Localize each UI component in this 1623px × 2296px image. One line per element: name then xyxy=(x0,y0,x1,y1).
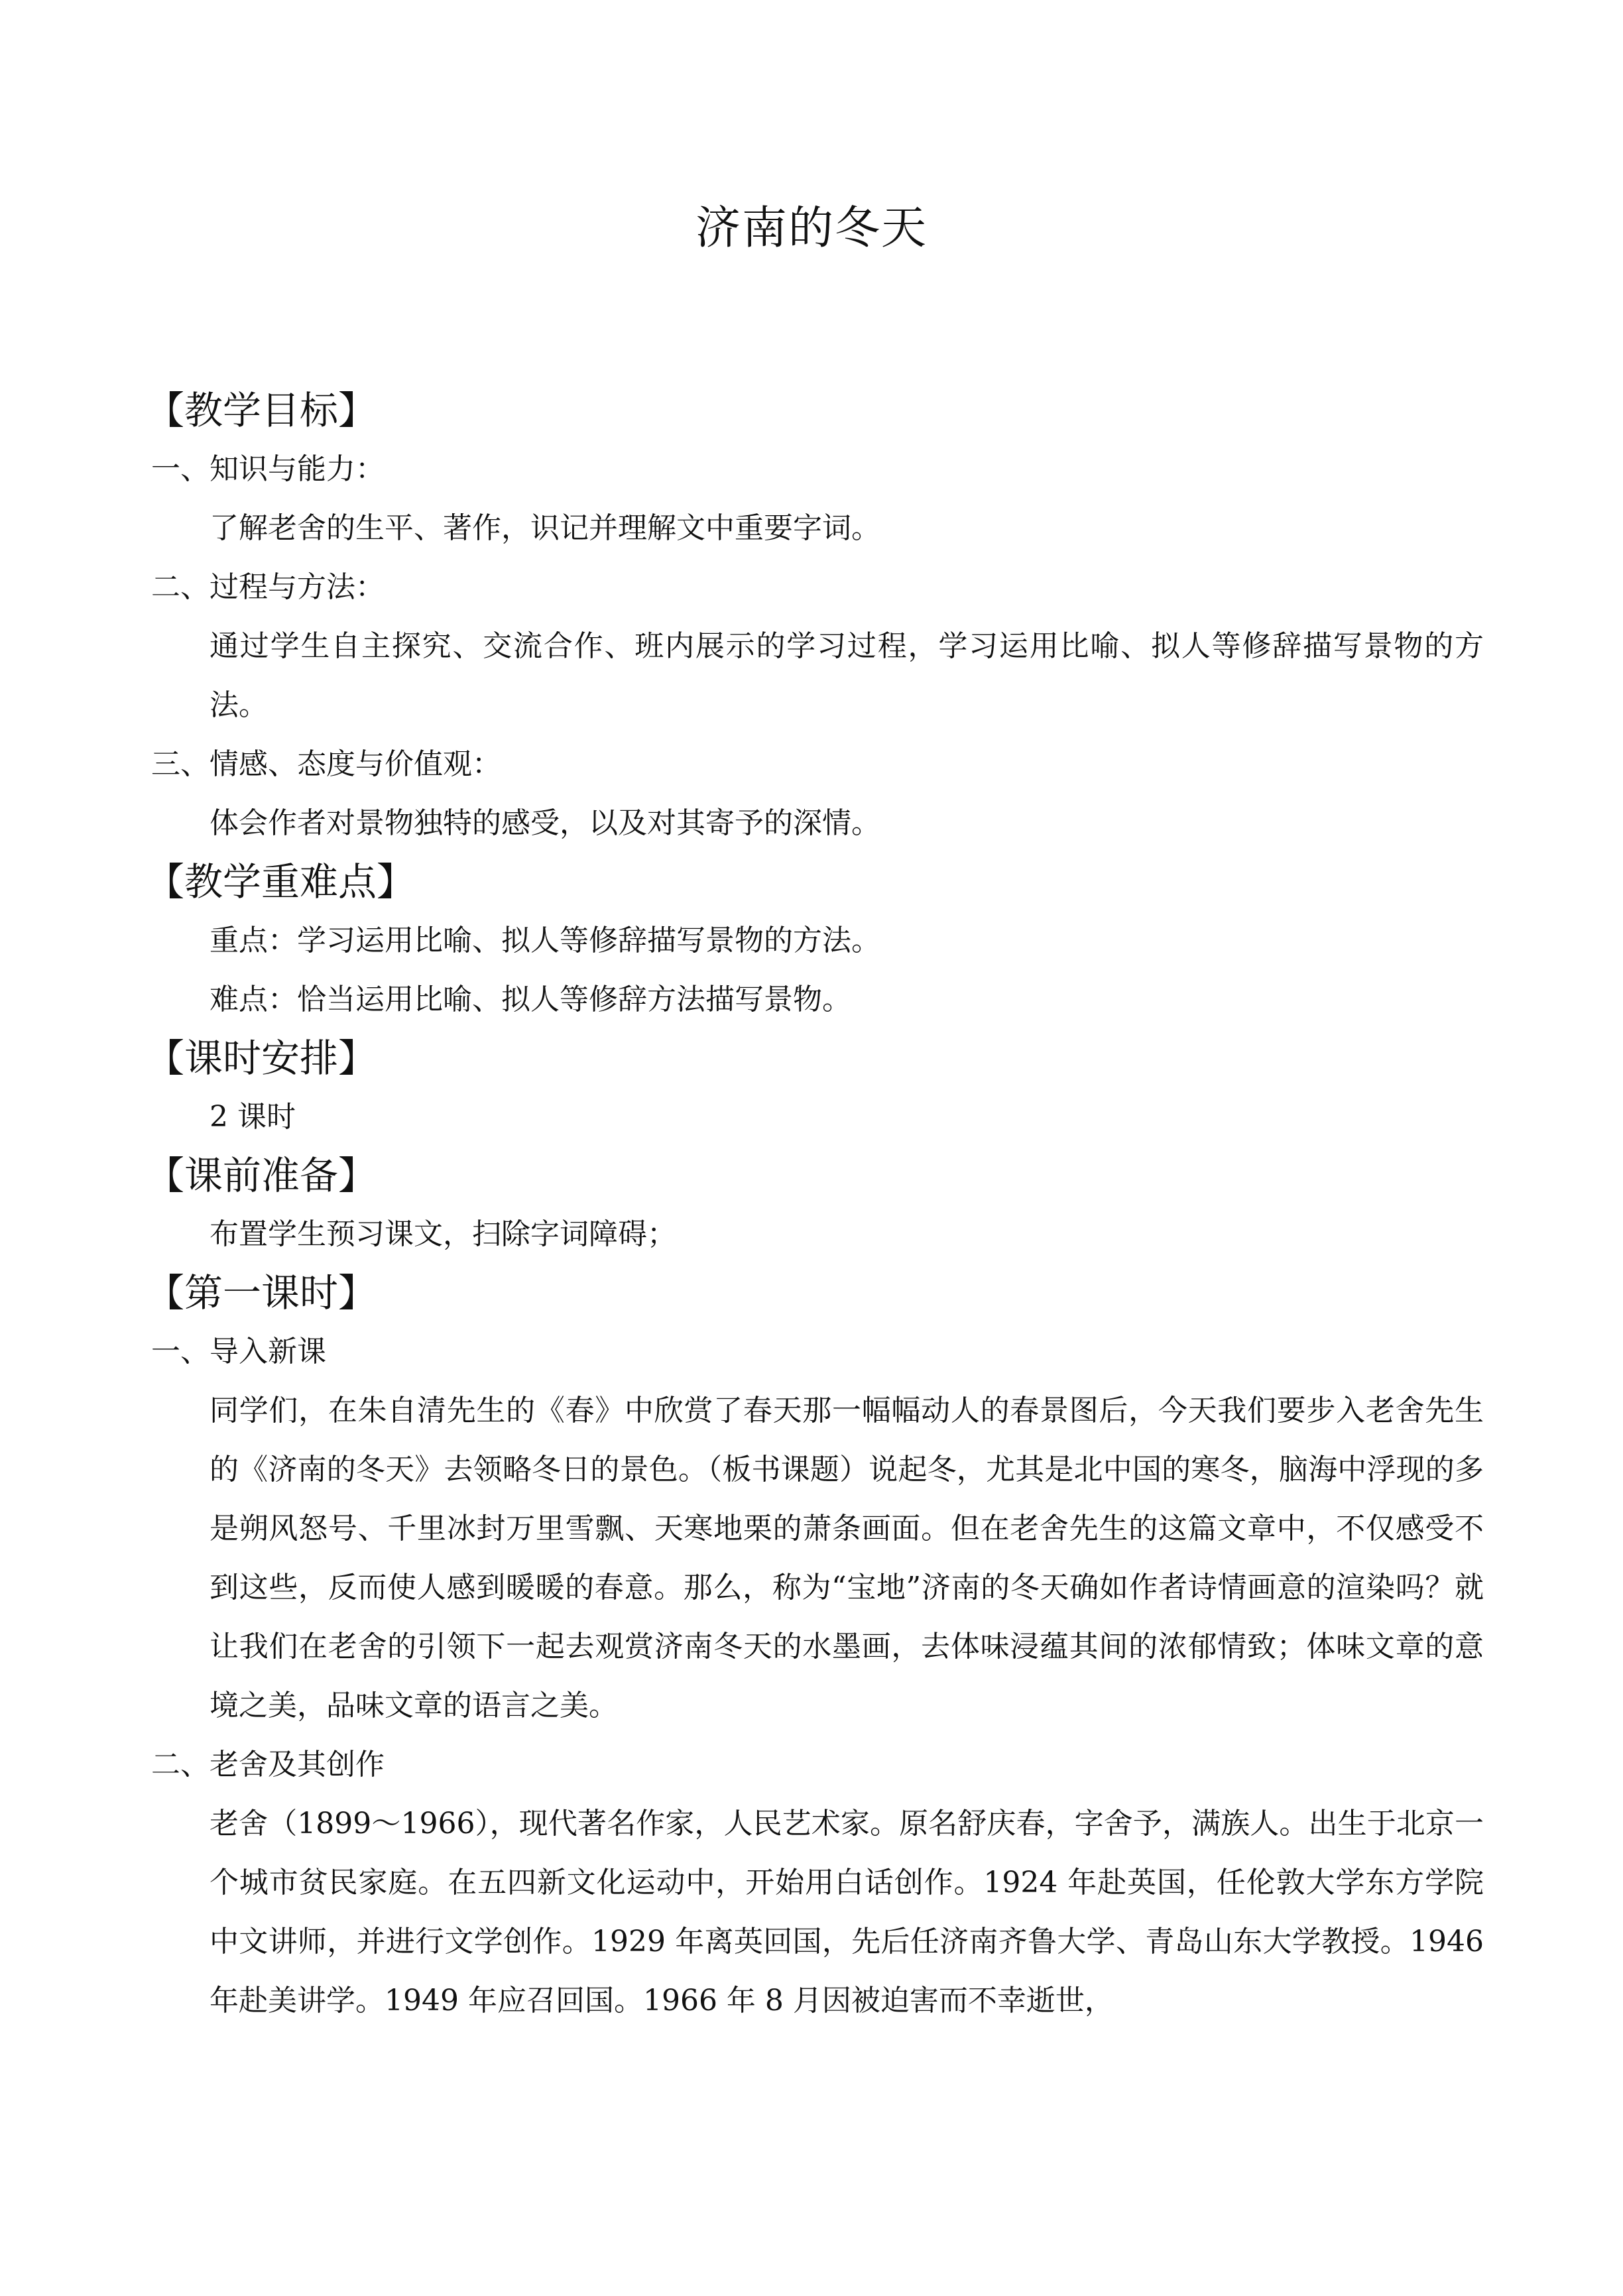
paragraph-schedule: 2 课时 xyxy=(210,1100,296,1134)
subheading-emotion-values: 三、情感、态度与价值观： xyxy=(151,747,501,781)
section-heading-first-lesson: 【第一课时】 xyxy=(146,1270,377,1315)
section-heading-teaching-goals: 【教学目标】 xyxy=(146,388,377,433)
section-heading-preparation: 【课前准备】 xyxy=(146,1153,377,1198)
subheading-knowledge-ability: 一、知识与能力： xyxy=(151,452,385,486)
paragraph-preparation: 布置学生预习课文，扫除字词障碍； xyxy=(210,1217,676,1251)
section-heading-schedule: 【课时安排】 xyxy=(146,1036,377,1081)
subheading-laoshe-works: 二、老舍及其创作 xyxy=(151,1748,385,1782)
paragraph-emotion-values: 体会作者对景物独特的感受，以及对其寄予的深情。 xyxy=(210,806,880,840)
section-heading-key-difficulties: 【教学重难点】 xyxy=(146,859,416,904)
subheading-process-method: 二、过程与方法： xyxy=(151,570,385,604)
paragraph-process-method: 通过学生自主探究、交流合作、班内展示的学习过程，学习运用比喻、拟人等修辞描写景物的方法。 xyxy=(210,629,1484,722)
paragraph-laoshe-biography: 老舍（1899～1966），现代著名作家，人民艺术家。原名舒庆春，字舍予，满族人。出生于北京一个城市贫民家庭。在五四新文化运动中，开始用白话创作。1924 年赴英国，任伦敦大学东方学院中文讲师，并进行文学创作。1929 年离英回国，先后任济南齐鲁大学、青岛山东大学教授。1946 年赴美讲学。1949 年应召回国。1966 年 8 月因被迫害而不幸逝世， xyxy=(210,1807,1484,2018)
subheading-introduction: 一、导入新课 xyxy=(151,1335,326,1368)
paragraph-key-point: 重点：学习运用比喻、拟人等修辞描写景物的方法。 xyxy=(210,924,880,957)
paragraph-knowledge-ability: 了解老舍的生平、著作，识记并理解文中重要字词。 xyxy=(210,511,880,545)
document-body xyxy=(146,381,1484,2030)
document-title: 济南的冬天 xyxy=(695,202,928,255)
paragraph-difficult-point: 难点：恰当运用比喻、拟人等修辞方法描写景物。 xyxy=(210,983,851,1016)
paragraph-introduction: 同学们，在朱自清先生的《春》中欣赏了春天那一幅幅动人的春景图后，今天我们要步入老舍先生的《济南的冬天》去领略冬日的景色。（板书课题）说起冬，尤其是北中国的寒冬，脑海中浮现的多是朔风怒号、千里冰封万里雪飘、天寒地栗的萧条画面。但在老舍先生的这篇文章中，不仅感受不到这些，反而使人感到暖暖的春意。那么，称为“宝地”济南的冬天确如作者诗情画意的渲染吗？就让我们在老舍的引领下一起去观赏济南冬天的水墨画，去体味浸蕴其间的浓郁情致；体味文章的意境之美，品味文章的语言之美。 xyxy=(210,1394,1484,1722)
